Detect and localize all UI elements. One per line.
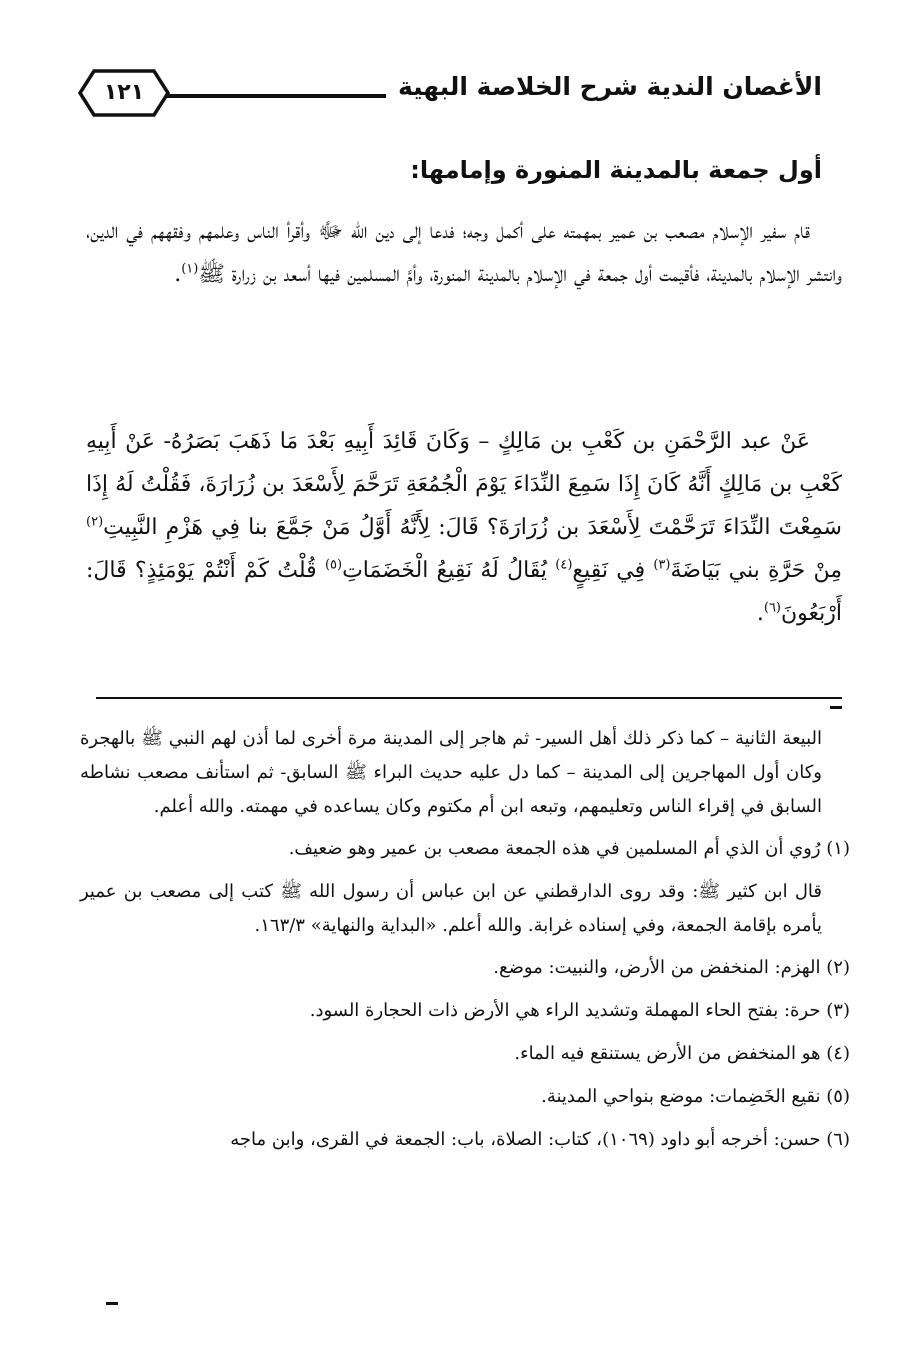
body-paragraph-1: قام سفير الإسلام مصعب بن عمير بمهمته على أكمل وجه؛ فدعا إلى دين الله ﷻ وأقرأ الناس وعلمهم وفقههم في الدين، وانتشر الإسلام بالمدينة، فأقيمت أول جمعة في الإسلام بالمدينة المنورة، وأمَّ المسلمين فيها أسعد بن زرارة ﷺ$^{(١)}$. — [86, 219, 842, 287]
footnote-ref-1: (١) — [181, 261, 199, 277]
hadith-text-part-5: قُلْتُ كَمْ أَنْتُمْ يَوْمَئِذٍ؟ قَالَ: أَرْبَعُونَ — [86, 558, 842, 626]
footnote-3: (٣) حرة: بفتح الحاء المهملة وتشديد الراء هي الأرض ذات الحجارة السود. — [309, 1000, 850, 1021]
footnote-ref-2: (٢) — [86, 514, 104, 530]
footnote-4: (٤) هو المنخفض من الأرض يستنقع فيه الماء. — [514, 1043, 850, 1064]
page-header — [78, 68, 822, 118]
footnote-separator — [96, 697, 842, 699]
footnote-continuation-mark — [830, 706, 842, 709]
hadith-text-part-3: فِي نَقِيعٍ — [572, 558, 646, 583]
hadith-text-end: . — [756, 601, 764, 626]
hadith-text-part-1: عَنْ عبد الرَّحْمَنِ بن كَعْبِ بن مَالِكٍ – وَكَانَ قَائِدَ أَبِيهِ بَعْدَ مَا ذَهَبَ بَصَرُهُ- عَنْ أَبِيهِ كَعْبِ بن مَالِكٍ أَنَّهُ كَانَ إِذَا سَمِعَ النِّدَاءَ يَوْمَ الْجُمُعَةِ تَرَحَّمَ لِأَسْعَدَ بن زُرَارَةَ، فَقُلْتُ لَهُ إِذَا سَمِعْتَ النِّدَاءَ تَرَحَّمْتَ لِأَسْعَدَ بن زُرَارَةَ؟ قَالَ: لِأَنَّهُ أَوَّلُ مَنْ جَمَّعَ بنا فِي هَزْمِ النَّبِيتِ — [86, 429, 842, 540]
paragraph-1-text: قام سفير الإسلام مصعب بن عمير بمهمته على أكمل وجه؛ فدعا إلى دين الله ﷻ وأقرأ الناس وعلمهم وفقههم في الدين، وانتشر الإسلام بالمدينة، فأقيمت أول جمعة في الإسلام بالمدينة المنورة، وأمَّ المسلمين فيها أسعد بن زرارة ﷺ — [86, 219, 842, 287]
footnote-ref-5: (٥) — [324, 557, 343, 573]
page-number-frame — [78, 68, 170, 118]
footnote-end-mark — [106, 1302, 118, 1305]
footnote-6: (٦) حسن: أخرجه أبو داود (١٠٦٩)، كتاب: الصلاة، باب: الجمعة في القرى، وابن ماجه — [230, 1129, 850, 1150]
book-title: الأغصان الندية شرح الخلاصة البهية — [397, 72, 822, 101]
footnote-ref-4: (٤) — [555, 557, 573, 573]
hadith-text-part-2: مِنْ حَرَّةِ بني بَيَاضَةَ — [670, 558, 842, 583]
page-number: ١٢١ — [103, 80, 145, 105]
footnote-continuation: البيعة الثانية – كما ذكر ذلك أهل السير- ثم هاجر إلى المدينة مرة أخرى لما أذن لهم النبي ﷺ بالهجرة وكان أول المهاجرين إلى المدينة – كما دل عليه حديث البراء ﷺ السابق- ثم استأنف مصعب نشاطه السابق في إقراء الناس وتعليمهم، وتبعه ابن أم مكتوم وكان يساعده في مهمته. والله أعلم. — [80, 728, 822, 817]
header-rule — [166, 94, 386, 98]
footnote-2: (٢) الهزم: المنخفض من الأرض، والنبيت: موضع. — [493, 957, 850, 978]
footnote-ref-3: (٣) — [653, 557, 671, 573]
footnote-5: (٥) نقيع الخَضِمات: موضع بنواحي المدينة. — [541, 1086, 850, 1107]
footnote-1: (١) رُوي أن الذي أم المسلمين في هذه الجمعة مصعب بن عمير وهو ضعيف. — [288, 838, 850, 859]
section-heading: أول جمعة بالمدينة المنورة وإمامها: — [410, 156, 822, 184]
footnotes-section — [80, 722, 850, 1166]
footnote-1-continuation: قال ابن كثير ﷺ: وقد روى الدارقطني عن ابن عباس أن رسول الله ﷺ كتب إلى مصعب بن عمير يأمره بإقامة الجمعة، وفي إسناده غرابة. والله أعلم. «البداية والنهاية» ١٦٣/٣. — [80, 881, 822, 936]
hadith-text-part-4: يُقَالُ لَهُ نَقِيعُ الْخَضَمَاتِ — [342, 558, 548, 583]
footnote-ref-6: (٦) — [763, 600, 781, 616]
body-paragraph-2 — [86, 420, 842, 635]
